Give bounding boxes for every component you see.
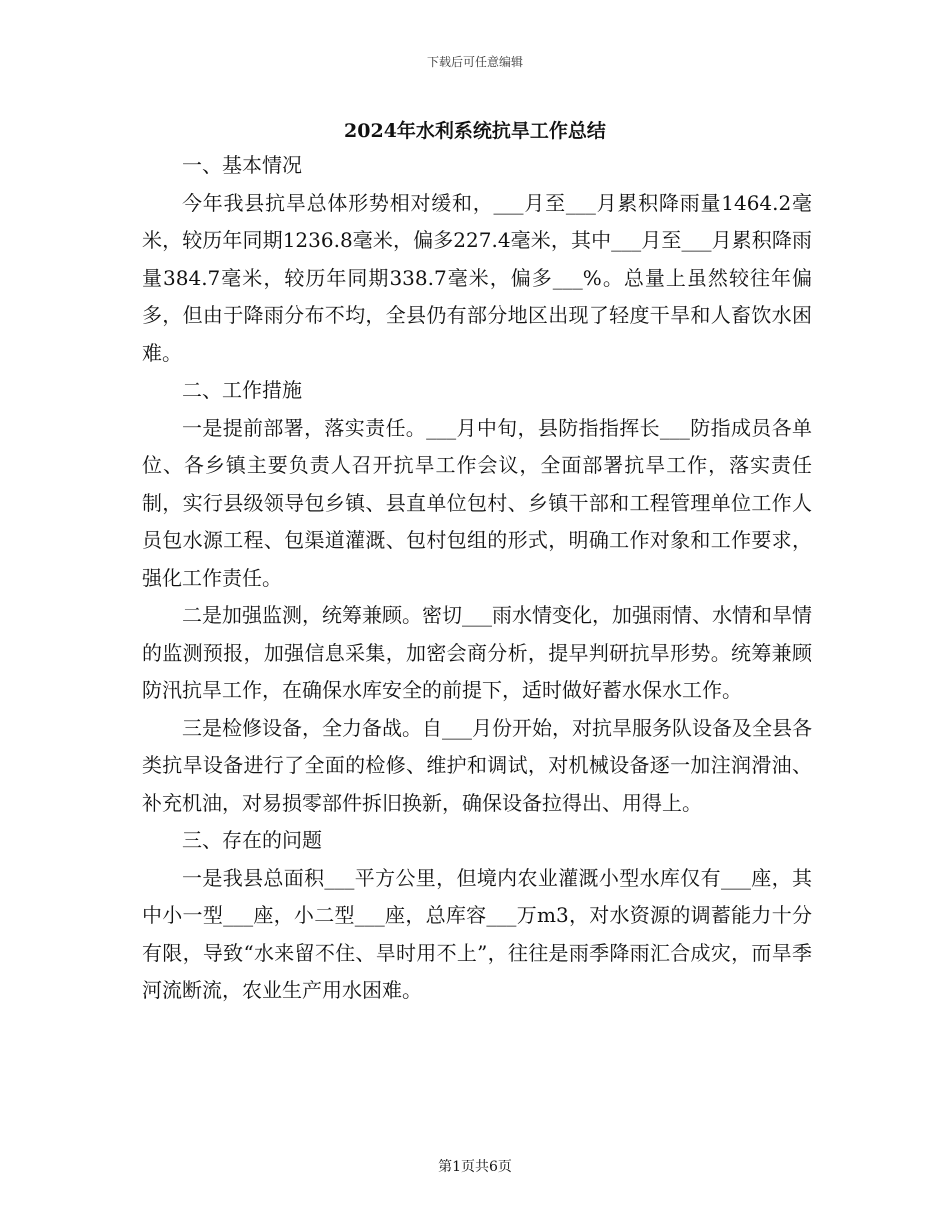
document-body (142, 147, 812, 1010)
paragraph: 一是我县总面积___平方公里，但境内农业灌溉小型水库仅有___座，其中小一型___座，小二型___座，总库容___万m3，对水资源的调蓄能力十分有限，导致“水来留不住、旱时用不上”，往往是雨季降雨汇合成灾，而旱季河流断流，农业生产用水困难。 (142, 865, 812, 1002)
document-title: 2024年水利系统抗旱工作总结 (344, 120, 606, 142)
paragraph: 二是加强监测，统筹兼顾。密切___雨水情变化，加强雨情、水情和旱情的监测预报，加强信息采集，加密会商分析，提早判研抗旱形势。统筹兼顾防汛抗旱工作，在确保水库安全的前提下，适时做好蓄水保水工作。 (142, 603, 812, 702)
paragraph: 三是检修设备，全力备战。自___月份开始，对抗旱服务队设备及全县各类抗旱设备进行了全面的检修、维护和调试，对机械设备逐一加注润滑油、补充机油，对易损零部件拆旧换新，确保设备拉得出、用得上。 (142, 715, 812, 815)
paragraph: 今年我县抗旱总体形势相对缓和，___月至___月累积降雨量1464.2毫米，较历年同期1236.8毫米，偏多227.4毫米，其中___月至___月累积降雨量384.7毫米，较历年同期338.7毫米，偏多___%。总量上虽然较往年偏多，但由于降雨分布不均，全县仍有部分地区出现了轻度干旱和人畜饮水困难。 (142, 190, 812, 365)
page-footer: 第1页共6页 (438, 1159, 512, 1175)
paragraph: 一是提前部署，落实责任。___月中旬，县防指指挥长___防指成员各单位、各乡镇主要负责人召开抗旱工作会议，全面部署抗旱工作，落实责任制，实行县级领导包乡镇、县直单位包村、乡镇干部和工程管理单位工作人员包水源工程、包渠道灌溉、包村包组的形式，明确工作对象和工作要求，强化工作责任。 (142, 415, 812, 590)
header-note: 下载后可任意编辑 (426, 55, 523, 69)
section-heading-measures: 二、工作措施 (182, 378, 302, 402)
section-heading-problems: 三、存在的问题 (182, 828, 322, 852)
section-heading-basic: 一、基本情况 (182, 153, 302, 177)
